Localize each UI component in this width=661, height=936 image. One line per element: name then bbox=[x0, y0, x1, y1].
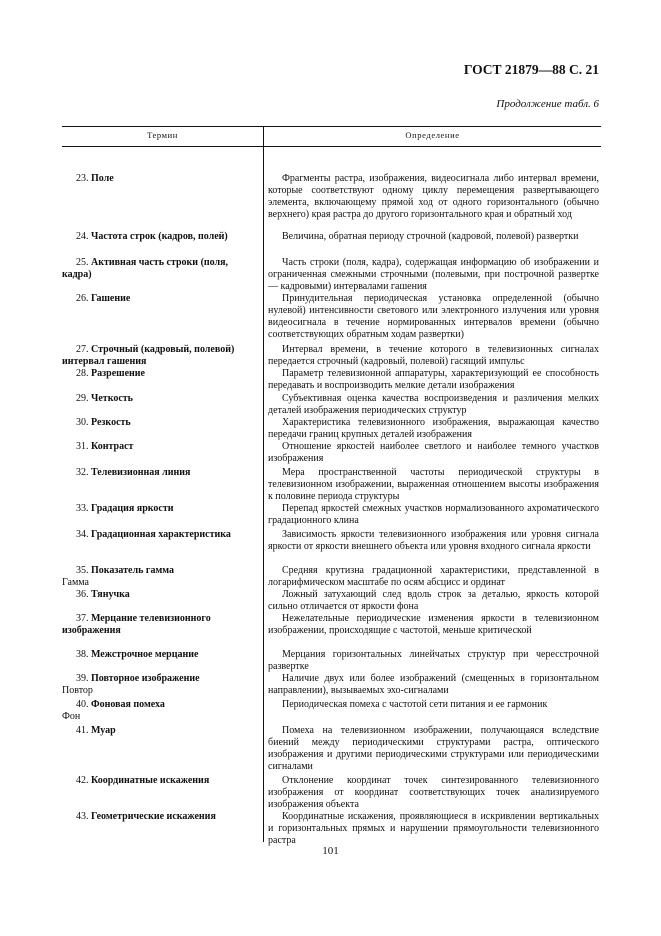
definition-cell bbox=[268, 613, 599, 637]
definition-cell bbox=[268, 565, 599, 589]
term-name: Градация яркости bbox=[91, 503, 174, 514]
definition-cell bbox=[268, 344, 599, 368]
term-cell bbox=[62, 344, 258, 368]
term-number: 39. bbox=[76, 673, 89, 684]
term-name: Четкость bbox=[91, 393, 133, 404]
term-cell bbox=[62, 393, 258, 405]
term-cell bbox=[62, 649, 258, 661]
definition-cell bbox=[268, 368, 599, 392]
term-number: 36. bbox=[76, 589, 89, 600]
term-name: Частота строк (кадров, полей) bbox=[91, 231, 228, 242]
definition-text: Координатные искажения, проявляющиеся в искривлении вертикальных и горизонтальных прямых и нарушении прямоугольности телевизионного растра bbox=[268, 811, 599, 846]
term-name: Разрешение bbox=[91, 368, 145, 379]
term-number: 42. bbox=[76, 775, 89, 786]
term-number: 33. bbox=[76, 503, 89, 514]
definition-text: Характеристика телевизионного изображения, выражающая качество передачи границ крупных деталей изображения bbox=[268, 417, 599, 440]
term-number: 34. bbox=[76, 529, 89, 540]
definition-text: Нежелательные периодические изменения яркости в телевизионном изображении, происходящие с частотой, меньше критической bbox=[268, 613, 599, 636]
table-header bbox=[62, 126, 601, 147]
term-number: 35. bbox=[76, 565, 89, 576]
term-name: Тянучка bbox=[91, 589, 130, 600]
term-cell bbox=[62, 441, 258, 453]
term-name: Поле bbox=[91, 173, 114, 184]
term-short-form: Гамма bbox=[62, 576, 89, 588]
term-number: 31. bbox=[76, 441, 89, 452]
term-name: Показатель гамма bbox=[91, 565, 174, 576]
column-header-definition: Определение bbox=[405, 130, 460, 140]
term-number: 29. bbox=[76, 393, 89, 404]
term-cell bbox=[62, 529, 258, 541]
document-code: ГОСТ 21879—88 С. 21 bbox=[463, 62, 599, 77]
term-short-form: Фон bbox=[62, 710, 81, 722]
term-number: 27. bbox=[76, 344, 89, 355]
table-continuation-label: Продолжение табл. 6 bbox=[496, 98, 599, 110]
term-name: Геометрические искажения bbox=[91, 811, 216, 822]
term-name: Гашение bbox=[91, 293, 131, 304]
term-number: 40. bbox=[76, 699, 89, 710]
term-name: Повторное изображение bbox=[91, 673, 200, 684]
term-number: 37. bbox=[76, 613, 89, 624]
definition-text: Фрагменты растра, изображения, видеосигнала либо интервал времени, которые соответствуют одному циклу перемещения развертывающего элемента, включающему прямой ход от одного горизонтального (обычно верхнего) края растра до другого горизонтального края и обратный ход bbox=[268, 173, 599, 220]
page-number: 101 bbox=[322, 845, 339, 857]
term-name: Мерцание телевизионного изображения bbox=[62, 613, 211, 636]
term-number: 25. bbox=[76, 257, 89, 268]
term-cell bbox=[62, 775, 258, 787]
term-short-form: Повтор bbox=[62, 684, 93, 696]
term-name: Муар bbox=[91, 725, 116, 736]
definition-cell bbox=[268, 173, 599, 221]
definition-text: Часть строки (поля, кадра), содержащая информацию об изображении и ограниченная смежными строчными (полевыми, при построчной развертке — кадровыми) интервалами гашения bbox=[268, 257, 599, 292]
definition-text: Отношение яркостей наиболее светлого и наиболее темного участков изображения bbox=[268, 441, 599, 464]
term-number: 23. bbox=[76, 173, 89, 184]
term-cell bbox=[62, 257, 258, 281]
term-name: Контраст bbox=[91, 441, 134, 452]
column-divider bbox=[263, 126, 264, 842]
term-cell bbox=[62, 231, 258, 243]
definition-text: Мера пространственной частоты периодической структуры в телевизионном изображении, выраженная отношением высоты изображения к половине периода структуры bbox=[268, 467, 599, 502]
term-cell bbox=[62, 699, 258, 723]
definition-text: Параметр телевизионной аппаратуры, характеризующий ее способность передавать и воспроизводить мелкие детали изображения bbox=[268, 368, 599, 391]
definition-cell bbox=[268, 467, 599, 503]
definition-cell bbox=[268, 231, 599, 243]
term-cell bbox=[62, 565, 258, 589]
term-number: 26. bbox=[76, 293, 89, 304]
term-name: Фоновая помеха bbox=[91, 699, 165, 710]
definition-text: Интервал времени, в течение которого в телевизионных сигналах передается строчный (кадровый, полевой) гасящий импульс bbox=[268, 344, 599, 367]
term-cell bbox=[62, 173, 258, 185]
column-header-term: Термин bbox=[147, 130, 178, 140]
definition-cell bbox=[268, 589, 599, 613]
definition-text: Принудительная периодическая установка определенной (обычно нулевой) интенсивности светового или электронного излучения или уровня видеосигнала в течение нормированных интервалов времени (обычно соответствующих обратным ходам развертки) bbox=[268, 293, 599, 340]
term-name: Межстрочное мерцание bbox=[91, 649, 199, 660]
definition-cell bbox=[268, 529, 599, 553]
definition-text: Зависимость яркости телевизионного изображения или уровня сигнала яркости от яркости внешнего объекта или уровня входного сигнала яркости bbox=[268, 529, 599, 552]
term-name: Строчный (кадровый, полевой) интервал гашения bbox=[62, 344, 235, 367]
definition-text: Субъективная оценка качества воспроизведения и различения мелких деталей изображения периодических структур bbox=[268, 393, 599, 416]
definition-cell bbox=[268, 393, 599, 417]
definition-cell bbox=[268, 811, 599, 847]
definition-text: Средняя крутизна градационной характеристики, представленной в логарифмическом масштабе по осям абсцисс и ординат bbox=[268, 565, 599, 588]
term-number: 32. bbox=[76, 467, 89, 478]
term-number: 28. bbox=[76, 368, 89, 379]
term-number: 38. bbox=[76, 649, 89, 660]
term-cell bbox=[62, 293, 258, 305]
definition-cell bbox=[268, 417, 599, 441]
definition-cell bbox=[268, 649, 599, 673]
definition-text: Ложный затухающий след вдоль строк за деталью, яркость которой сильно отличается от яркости фона bbox=[268, 589, 599, 612]
term-name: Резкость bbox=[91, 417, 131, 428]
term-number: 30. bbox=[76, 417, 89, 428]
term-cell bbox=[62, 725, 258, 737]
definition-text: Периодическая помеха с частотой сети питания и ее гармоник bbox=[282, 699, 548, 710]
definition-cell bbox=[268, 257, 599, 293]
definition-cell bbox=[268, 293, 599, 341]
term-cell bbox=[62, 467, 258, 479]
term-number: 24. bbox=[76, 231, 89, 242]
definition-text: Перепад яркостей смежных участков нормализованного ахроматического градационного клина bbox=[268, 503, 599, 526]
term-cell bbox=[62, 673, 258, 697]
term-cell bbox=[62, 368, 258, 380]
definition-text: Мерцания горизонтальных линейчатых структур при чересстрочной развертке bbox=[268, 649, 599, 672]
term-cell bbox=[62, 589, 258, 601]
definition-text: Величина, обратная периоду строчной (кадровой, полевой) развертки bbox=[282, 231, 579, 242]
definition-text: Отклонение координат точек синтезированного телевизионного изображения от координат соответствующих точек анализируемого изображения объекта bbox=[268, 775, 599, 810]
term-cell bbox=[62, 613, 258, 637]
definition-cell bbox=[268, 673, 599, 697]
term-number: 41. bbox=[76, 725, 89, 736]
definition-cell bbox=[268, 725, 599, 773]
term-number: 43. bbox=[76, 811, 89, 822]
term-name: Активная часть строки (поля, кадра) bbox=[62, 257, 229, 280]
term-cell bbox=[62, 503, 258, 515]
definition-cell bbox=[268, 441, 599, 465]
definition-cell bbox=[268, 503, 599, 527]
definition-cell bbox=[268, 699, 599, 711]
definition-cell bbox=[268, 775, 599, 811]
term-cell bbox=[62, 811, 258, 823]
definition-text: Наличие двух или более изображений (смещенных в горизонтальном направлении), вызываемых эхо-сигналами bbox=[268, 673, 599, 696]
term-name: Градационная характеристика bbox=[91, 529, 231, 540]
term-name: Координатные искажения bbox=[91, 775, 210, 786]
term-name: Телевизионная линия bbox=[91, 467, 191, 478]
terms-table bbox=[62, 126, 601, 846]
term-cell bbox=[62, 417, 258, 429]
definition-text: Помеха на телевизионном изображении, получающаяся вследствие биений между периодическими структурами растра, оптического изображения и другими периодическими структурами или периодическими сигналами bbox=[268, 725, 599, 772]
